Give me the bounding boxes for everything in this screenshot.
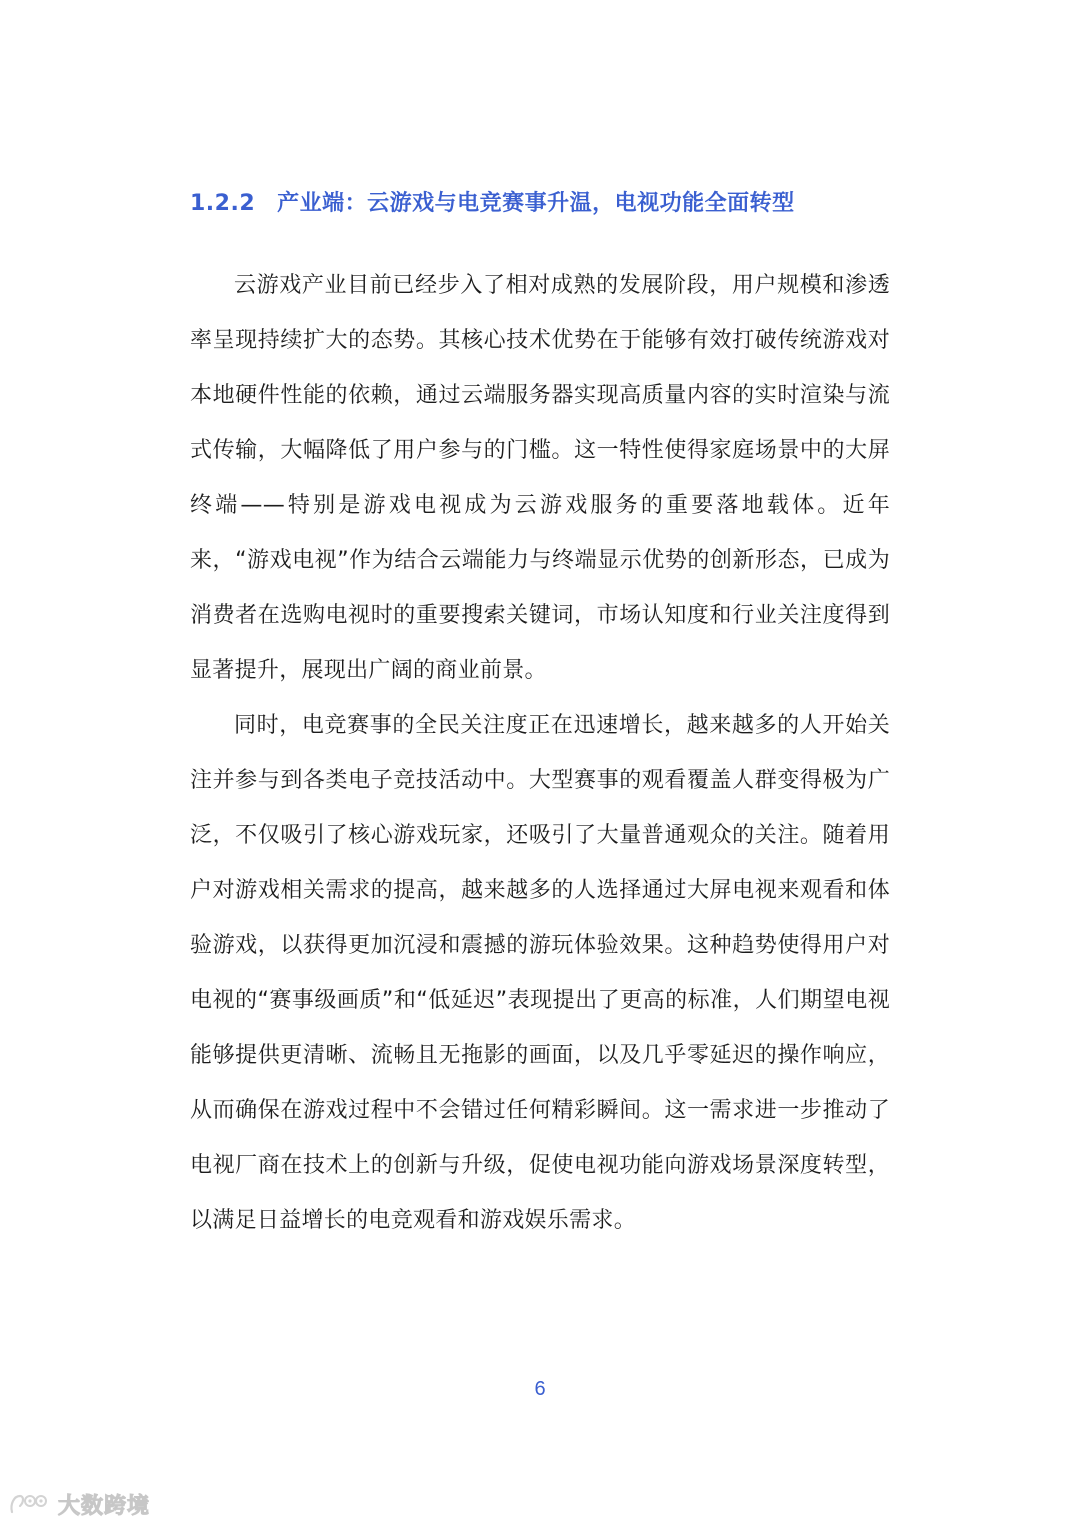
- section-number: 1.2.2: [190, 191, 256, 216]
- watermark: [8, 1488, 150, 1520]
- paragraph: 同时，电竞赛事的全民关注度正在迅速增长，越来越多的人开始关注并参与到各类电子竞技活动中。大型赛事的观看覆盖人群变得极为广泛，不仅吸引了核心游戏玩家，还吸引了大量普通观众的关注。随着用户对游戏相关需求的提高，越来越多的人选择通过大屏电视来观看和体验游戏，以获得更加沉浸和震撼的游玩体验效果。这种趋势使得用户对电视的“赛事级画质”和“低延迟”表现提出了更高的标准，人们期望电视能够提供更清晰、流畅且无拖影的画面，以及几乎零延迟的操作响应，从而确保在游戏过程中不会错过任何精彩瞬间。这一需求进一步推动了电视厂商在技术上的创新与升级，促使电视功能向游戏场景深度转型，以满足日益增长的电竞观看和游戏娱乐需求。: [190, 713, 890, 1233]
- body-text: [190, 258, 890, 1248]
- section-heading: [190, 186, 910, 217]
- paragraph: 云游戏产业目前已经步入了相对成熟的发展阶段，用户规模和渗透率呈现持续扩大的态势。其核心技术优势在于能够有效打破传统游戏对本地硬件性能的依赖，通过云端服务器实现高质量内容的实时渲染与流式传输，大幅降低了用户参与的门槛。这一特性使得家庭场景中的大屏终端——特别是游戏电视成为云游戏服务的重要落地载体。近年来，“游戏电视”作为结合云端能力与终端显示优势的创新形态，已成为消费者在选购电视时的重要搜索关键词，市场认知度和行业关注度得到显著提升，展现出广阔的商业前景。: [190, 273, 890, 683]
- section-title: 产业端：云游戏与电竞赛事升温，电视功能全面转型: [277, 191, 795, 216]
- watermark-text: 大数跨境: [58, 1493, 151, 1519]
- logo-mark-icon: [8, 1490, 52, 1518]
- page-number: 6: [534, 1378, 546, 1400]
